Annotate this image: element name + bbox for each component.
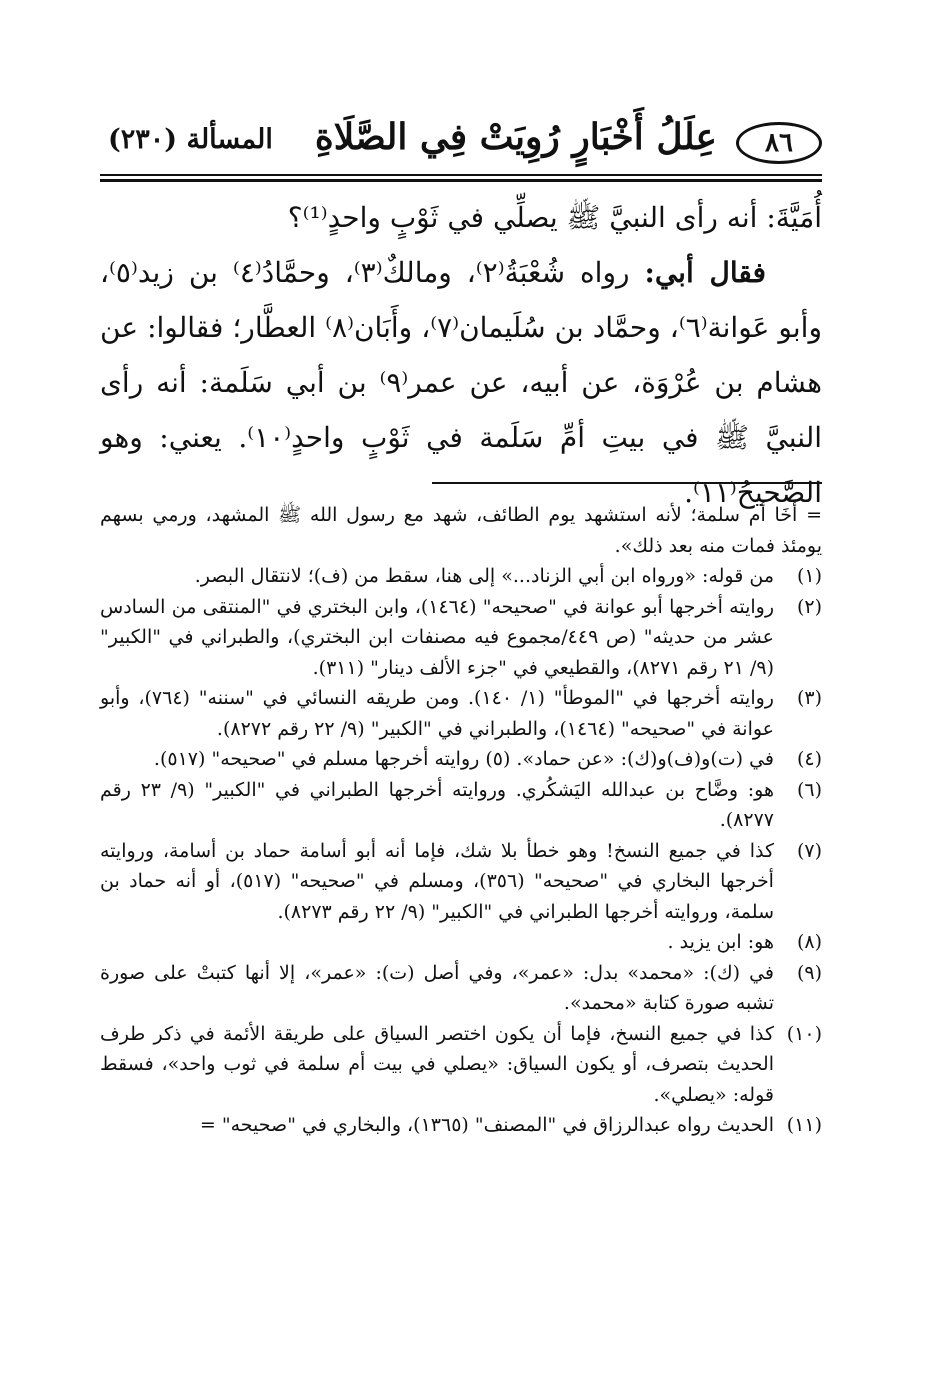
speaker-lead: فقال أبي: bbox=[644, 256, 766, 289]
footnote-text: في (ك): «محمد» بدل: «عمر»، وفي أصل (ت): «عمر»، إلا أنها كتبتْ على صورة تشبه صورة كتابة «محمد». bbox=[100, 961, 774, 1014]
footnote-text: الحديث رواه عبدالرزاق في "المصنف" (١٣٦٥)، والبخاري في "صحيحه" = bbox=[199, 1114, 774, 1136]
footnote-4 bbox=[100, 744, 822, 775]
header-rule-top bbox=[100, 174, 822, 176]
footnote-separator bbox=[432, 482, 822, 484]
main-paragraph-2 bbox=[100, 245, 822, 520]
footnote-7 bbox=[100, 836, 822, 928]
footnote-text: كذا في جميع النسخ، فإما أن يكون اختصر السياق على طريقة الأئمة في ذكر طرف الحديث بتصرف، أو يكون السياق: «يصلي في بيت أم سلمة في ثوب واحد»، فسقط قوله: «يصلي». bbox=[100, 1022, 774, 1106]
footnote-text: كذا في جميع النسخ! وهو خطأ بلا شك، فإما أنه أبو أسامة حماد بن أسامة، وروايته أخرجها البخاري في "صحيحه" (٣٥٦)، ومسلم في "صحيحه" (٥١٧)، أو أنه حماد بن سلمة، وروايته أخرجها الطبراني في "الكبير" (٩/ ٢٢ رقم ٨٢٧٣). bbox=[100, 839, 774, 923]
book-title: عِلَلُ أَخْبَارٍ رُوِيَتْ فِي الصَّلَاةِ bbox=[314, 116, 717, 158]
footnote-11 bbox=[100, 1110, 822, 1141]
footnote-text: روايته أخرجها أبو عوانة في "صحيحه" (١٤٦٤)، وابن البختري في "المنتقى من السادس عشر من حديثه" (ص ٤٤٩/مجموع فيه مصنفات ابن البختري)، والطبراني في "الكبير" (٩/ ٢١ رقم ٨٢٧١)، والقطيعي في "جزء الألف دينار" (٣١١). bbox=[100, 595, 774, 679]
footnote-text: من قوله: «ورواه ابن أبي الزناد...» إلى هنا، سقط من (ف)؛ لانتقال البصر. bbox=[194, 565, 774, 587]
footnote-1 bbox=[100, 561, 822, 592]
footnote-number: (٧) bbox=[796, 839, 822, 862]
footnote-10 bbox=[100, 1019, 822, 1111]
page-number-badge: ٨٦ bbox=[736, 122, 822, 164]
footnote-8 bbox=[100, 927, 822, 958]
footnote-number: (٦) bbox=[796, 778, 822, 801]
header-rule-bottom bbox=[100, 179, 822, 182]
footnote-text: هو: وضَّاح بن عبدالله اليَشكُري. وروايته أخرجها الطبراني في "الكبير" (٩/ ٢٣ رقم ٨٢٧٧). bbox=[100, 778, 774, 831]
footnotes bbox=[100, 500, 822, 1141]
book-page bbox=[100, 110, 822, 1136]
footnote-number: (١٠) bbox=[786, 1022, 822, 1045]
footnote-number: (٣) bbox=[796, 687, 822, 709]
page-header bbox=[100, 110, 822, 172]
footnote-number: (٩) bbox=[796, 961, 822, 984]
footnote-number: (١١) bbox=[786, 1114, 822, 1136]
footnote-number: (٨) bbox=[796, 931, 822, 953]
footnote-text: في (ت)و(ف)و(ك): «عن حماد». (٥) روايته أخرجها مسلم في "صحيحه" (٥١٧). bbox=[153, 748, 774, 770]
footnote-number: (٢) bbox=[796, 595, 822, 618]
footnote-number: (٤) bbox=[796, 748, 822, 770]
main-paragraph-2-text: رواه شُعْبَةُ⁽٢⁾، ومالكٌ⁽٣⁾، وحمَّادُ⁽٤⁾ بن زيد⁽٥⁾، وأبو عَوانة⁽٦⁾، وحمَّاد بن سُلَيمان⁽٧⁾، وأَبَان⁽٨⁾ العطَّار؛ فقالوا: عن هشام بن عُرْوَة، عن أبيه، عن عمر⁽٩⁾ بن أبي سَلَمة: أنه رأى النبيَّ ﷺ في بيتِ أمِّ سَلَمة في ثَوْبٍ واحدٍ⁽١٠⁾. يعني: وهو الصَّحيحُ⁽١١⁾. bbox=[100, 256, 822, 509]
footnote-3 bbox=[100, 683, 822, 744]
footnote-text: = أخَا أم سلمة؛ لأنه استشهد يوم الطائف، شهد مع رسول الله ﷺ المشهد، ورمي بسهم يومئذ فمات منه بعد ذلك». bbox=[100, 504, 822, 557]
footnote-6 bbox=[100, 775, 822, 836]
main-text bbox=[100, 190, 822, 520]
footnote-continuation bbox=[100, 500, 822, 561]
main-line-1: أُمَيَّةَ: أنه رأى النبيَّ ﷺ يصلِّي في ثَوْبٍ واحدٍ⁽¹⁾؟ bbox=[287, 201, 822, 234]
issue-label: المسألة (٢٣٠) bbox=[108, 124, 273, 155]
footnote-number: (١) bbox=[796, 565, 822, 587]
footnote-9 bbox=[100, 958, 822, 1019]
footnote-text: روايته أخرجها في "الموطأ" (١/ ١٤٠). ومن طريقه النسائي في "سننه" (٧٦٤)، وأبو عوانة في "صحيحه" (١٤٦٤)، والطبراني في "الكبير" (٩/ ٢٢ رقم ٨٢٧٢). bbox=[100, 687, 774, 740]
footnote-2 bbox=[100, 592, 822, 684]
footnote-text: هو: ابن يزيد . bbox=[667, 931, 774, 953]
